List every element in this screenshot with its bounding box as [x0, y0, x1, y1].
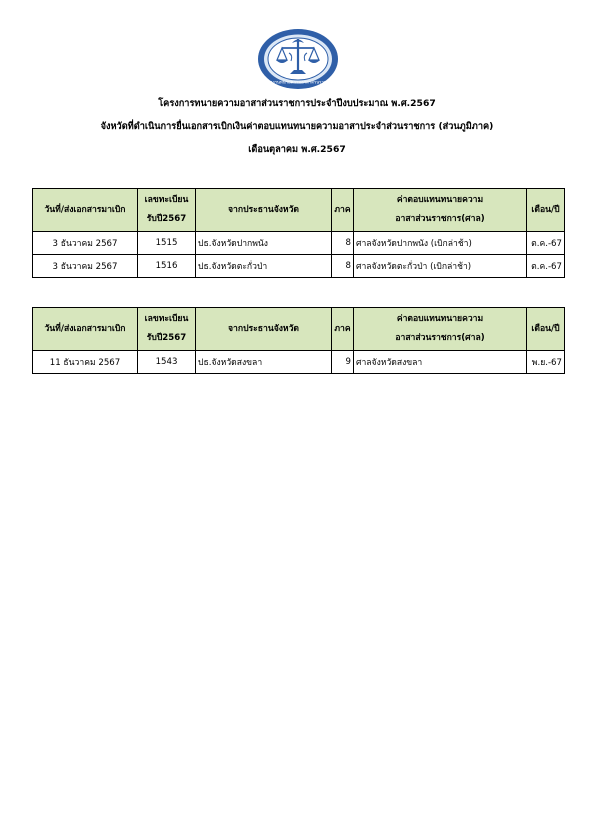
col-month-header: เดือน/ปี [527, 308, 565, 351]
col-court-header-line1: ค่าตอบแทนทนายความ [396, 314, 484, 324]
col-court-header-line2: อาสาส่วนราชการ(ศาล) [395, 333, 485, 343]
col-court-header-line2: อาสาส่วนราชการ(ศาล) [395, 214, 485, 224]
cell-month: พ.ย.-67 [527, 351, 565, 374]
cell-date: 11 ธันวาคม 2567 [33, 351, 138, 374]
seal-text: สำนักงานทนายความอาสาส่วนราชการ [261, 80, 335, 86]
table-header-row [33, 189, 565, 232]
col-court-header-line1: ค่าตอบแทนทนายความ [396, 195, 484, 205]
col-court-header [354, 189, 527, 232]
col-region-header: ภาค [332, 308, 354, 351]
cell-from: ปธ.จังหวัดปากพนัง [196, 232, 332, 255]
col-reg-header [138, 189, 196, 232]
cell-region: 9 [332, 351, 354, 374]
cell-region: 8 [332, 232, 354, 255]
claims-table-2 [32, 307, 565, 374]
cell-reg: 1543 [138, 351, 196, 374]
cell-month: ต.ค.-67 [527, 255, 565, 278]
col-reg-header [138, 308, 196, 351]
page-month: เดือนตุลาคม พ.ศ.2567 [248, 144, 346, 155]
col-month-header: เดือน/ปี [527, 189, 565, 232]
col-from-header: จากประธานจังหวัด [196, 308, 332, 351]
table-header-row [33, 308, 565, 351]
cell-date: 3 ธันวาคม 2567 [33, 232, 138, 255]
cell-from: ปธ.จังหวัดตะกั่วป่า [196, 255, 332, 278]
page-subtitle: จังหวัดที่ดำเนินการยื่นเอกสารเบิกเงินค่าตอบแทนทนายความอาสาประจำส่วนราชการ (ส่วนภูมิภาค) [100, 121, 494, 132]
cell-date: 3 ธันวาคม 2567 [33, 255, 138, 278]
col-region-header: ภาค [332, 189, 354, 232]
claims-table-1 [32, 188, 565, 278]
cell-court: ศาลจังหวัดสงขลา [354, 351, 527, 374]
cell-reg: 1515 [138, 232, 196, 255]
seal-logo [257, 28, 339, 90]
col-reg-header-line1: เลขทะเบียน [144, 314, 189, 324]
col-from-header: จากประธานจังหวัด [196, 189, 332, 232]
table-row [33, 255, 565, 278]
table-row [33, 232, 565, 255]
cell-court: ศาลจังหวัดตะกั่วป่า (เบิกล่าช้า) [354, 255, 527, 278]
col-reg-header-line2: รับปี2567 [146, 333, 187, 343]
cell-from: ปธ.จังหวัดสงขลา [196, 351, 332, 374]
table-row [33, 351, 565, 374]
cell-region: 8 [332, 255, 354, 278]
col-reg-header-line2: รับปี2567 [146, 214, 187, 224]
cell-reg: 1516 [138, 255, 196, 278]
page-title: โครงการทนายความอาสาส่วนราชการประจำปีงบประมาณ พ.ศ.2567 [158, 98, 436, 109]
col-reg-header-line1: เลขทะเบียน [144, 195, 189, 205]
col-date-header: วันที่/ส่งเอกสารมาเบิก [33, 189, 138, 232]
cell-month: ต.ค.-67 [527, 232, 565, 255]
col-date-header: วันที่/ส่งเอกสารมาเบิก [33, 308, 138, 351]
cell-court: ศาลจังหวัดปากพนัง (เบิกล่าช้า) [354, 232, 527, 255]
col-court-header [354, 308, 527, 351]
